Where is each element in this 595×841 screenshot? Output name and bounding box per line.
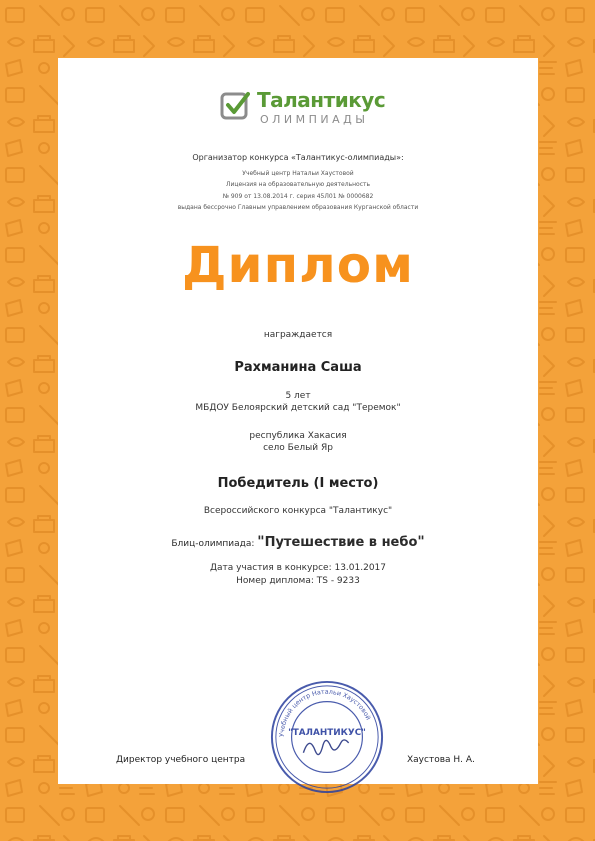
- organizer-line: выдана бессрочно Главным управлением образования Курганской области: [177, 204, 419, 211]
- awarded-label: награждается: [263, 330, 333, 340]
- olympiad-label: Блиц-олимпиада:: [171, 539, 258, 549]
- contest-name: Всероссийского конкурса "Талантикус": [203, 506, 393, 516]
- olympiad-open-quote: ": [257, 534, 265, 550]
- olympiad-close-quote: ": [417, 534, 425, 550]
- diploma-title: Диплом: [182, 236, 414, 294]
- logo-subtitle: ОЛИМПИАДЫ: [260, 113, 369, 126]
- signature: [303, 740, 348, 755]
- logo-name: Талантикус: [257, 88, 386, 112]
- organization-stamp: [268, 678, 386, 796]
- organizer-title: Организатор конкурса «Талантикус-олимпиады»:: [192, 153, 404, 162]
- checkmark-icon: [220, 90, 250, 120]
- olympiad-line: [58, 534, 538, 550]
- organizer-line: Учебный центр Натальи Хаустовой: [242, 170, 354, 177]
- organizer-line: № 909 от 13.08.2014 г. серия 45Л01 № 0000682: [222, 193, 374, 200]
- diploma-sheet: [58, 58, 538, 784]
- recipient-region: республика Хакасия: [249, 431, 347, 441]
- talantikus-logo: [220, 88, 390, 130]
- diploma-number: Номер диплома: TS - 9233: [236, 576, 360, 586]
- director-label: Директор учебного центра: [116, 755, 246, 765]
- recipient-institution: МБДОУ Белоярский детский сад "Теремок": [195, 403, 401, 413]
- recipient-name: Рахманина Саша: [234, 360, 362, 375]
- stamp-ring-text: Учебный центр Натальи Хаустовой: [277, 687, 373, 738]
- participation-date: Дата участия в конкурсе: 13.01.2017: [209, 563, 386, 573]
- olympiad-name: Путешествие в небо: [264, 535, 418, 550]
- result-place: Победитель (I место): [217, 476, 379, 491]
- recipient-locality: село Белый Яр: [263, 443, 333, 453]
- organizer-line: Лицензия на образовательную деятельность: [225, 181, 371, 188]
- recipient-age: 5 лет: [285, 391, 311, 401]
- director-name: Хаустова Н. А.: [407, 755, 475, 765]
- stamp-center-text: "ТАЛАНТИКУС": [288, 728, 366, 739]
